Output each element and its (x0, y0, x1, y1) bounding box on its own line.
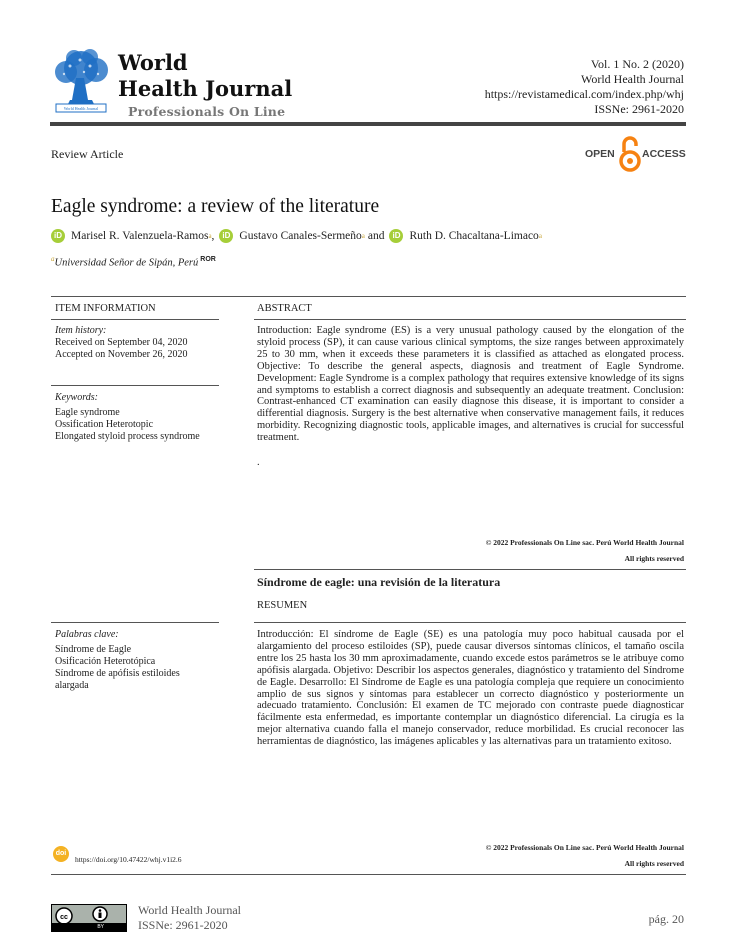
author-list (51, 229, 542, 243)
palabra-clave: Síndrome de Eagle (55, 644, 132, 655)
resumen-top-divider (254, 569, 686, 570)
author-name: Gustavo Canales-Sermeño (239, 230, 362, 242)
palabras-clave-label: Palabras clave: (55, 629, 119, 640)
journal-name (118, 50, 292, 102)
affiliation-text: Universidad Señor de Sipán, Perú (54, 257, 199, 269)
keyword: Ossification Heterotopic (55, 419, 154, 430)
item-info-divider (51, 319, 219, 320)
rights-text: All rights reserved (624, 554, 684, 563)
copyright-text: © 2022 Professionals On Line sac. Perú World Health Journal (485, 843, 684, 852)
rights-text: All rights reserved (624, 859, 684, 868)
footer-journal-info (138, 903, 241, 933)
palabras-divider (51, 622, 219, 623)
ror-icon[interactable]: ROR (200, 256, 216, 263)
resumen-text: Introducción: El síndrome de Eagle (SE) es una patología muy poco habitual causada por el alargamiento del proceso estiloides (SP), puede causar diversos síntomas clínicos, el tamaño oscila entre los 25 hasta los 30 mm aproximadamente, cuando excede estos parámetros se le atribuye como apófisis alargada. Objetivo: Describir los aspectos generales, diagnóstico y tratamiento del Síndrome de Eagle. Desarrollo: El Síndrome de Eagle es una patología compleja que requiere un conocimiento amplio de sus signos y síntomas para establecer un correcto diagnóstico y posteriormente un adecuado tratamiento. Conclusión: El examen de TC mejorado con contraste puede diagnosticar fácilmente esta enfermedad, es importante contemplar un diagnóstico diferencial. La cirugía es la mejor alternativa cuando falla el manejo conservador, reduce morbilidad. Es crucial reconocer las herramientas de diagnóstico, las imágenes aplicables y las alternativas para un tratamiento exitoso. (257, 629, 684, 748)
by-label: BY (52, 923, 126, 931)
journal-meta (485, 57, 684, 117)
journal-subtitle: Professionals On Line (128, 104, 286, 119)
orcid-icon[interactable]: iD (389, 229, 403, 243)
keyword: Eagle syndrome (55, 407, 120, 418)
orcid-icon[interactable]: iD (51, 229, 65, 243)
header-divider (50, 122, 686, 126)
resumen-divider (254, 622, 686, 623)
author-separator: and (367, 230, 385, 242)
abstract-copyright (486, 535, 684, 567)
author-name: Marisel R. Valenzuela-Ramos (71, 230, 209, 242)
author-affiliation-mark: a (361, 232, 365, 240)
palabra-clave: Osificación Heterotópica (55, 656, 156, 667)
footer-divider (51, 874, 686, 875)
page-number: pág. 20 (648, 912, 684, 926)
logo-banner-text: World Health Journal (63, 106, 99, 111)
open-access-right-text: ACCESS (642, 148, 686, 160)
journal-url[interactable]: https://revistamedical.com/index.php/whj (484, 87, 684, 101)
journal-name-line2: Health Journal (118, 76, 293, 101)
keywords-label: Keywords: (55, 392, 98, 403)
journal-name-line1: World (118, 50, 188, 75)
author-affiliation-mark: a (538, 232, 542, 240)
abstract-heading: ABSTRACT (257, 303, 312, 314)
keywords-block (55, 392, 200, 443)
article-type: Review Article (51, 147, 124, 161)
item-information-heading: ITEM INFORMATION (55, 303, 156, 314)
palabras-clave-block (55, 629, 215, 692)
open-access-left-text: OPEN (585, 148, 615, 160)
footer-journal-name: World Health Journal (138, 903, 242, 917)
received-date: Received on September 04, 2020 (55, 337, 188, 348)
open-lock-icon (619, 134, 641, 174)
cc-icon-text: cc (60, 914, 68, 921)
attribution-person-icon (92, 906, 108, 922)
resumen-copyright (486, 840, 684, 872)
affiliation-mark: a (51, 255, 55, 263)
doi-icon[interactable]: doi (53, 846, 69, 862)
item-history-label: Item history: (55, 325, 107, 336)
item-history (55, 325, 187, 361)
footer-issn: ISSNe: 2961-2020 (138, 918, 228, 932)
abstract-text: Introduction: Eagle syndrome (ES) is a very unusual pathology caused by the elongation of the styloid process (SP), it can cause various clinical symptoms, the size ranges between approximately 25 to 30 mm, when it exceeds these parameters it is classified as attached as elongated process. Objective: To describe the general aspects, diagnosis and treatment of Eagle Syndrome. Development: Eagle Syndrome is a complex pathology that requires extensive knowledge of its signs and symptoms to establish a correct diagnosis and subsequently an adequate treatment. Conclusion: Contrast-enhanced CT examination can easily diagnose this disease, it is important to consider a differential diagnosis. Surgery is the best alternative when conservative management fails, it reduces morbidity. Recognizing diagnostic tools, applicable images, and alternatives is crucial for successful treatment. (257, 325, 684, 444)
open-access-logo (585, 134, 687, 174)
affiliation (51, 255, 216, 269)
orcid-icon[interactable]: iD (219, 229, 233, 243)
palabra-clave: Síndrome de apófisis estiloides alargada (55, 668, 180, 691)
article-title: Eagle syndrome: a review of the literature (51, 196, 380, 217)
abstract-trailing-dot: . (257, 457, 260, 468)
resumen-heading: RESUMEN (257, 600, 308, 611)
accepted-date: Accepted on November 26, 2020 (55, 349, 188, 360)
cc-by-license-badge[interactable] (51, 904, 127, 932)
keyword: Elongated styloid process syndrome (55, 431, 200, 442)
journal-title: World Health Journal (580, 72, 684, 86)
section-divider (51, 296, 686, 297)
author-name: Ruth D. Chacaltana-Limaco (409, 230, 539, 242)
doi-link[interactable]: https://doi.org/10.47422/whj.v1i2.6 (75, 855, 182, 864)
spanish-title: Síndrome de eagle: una revisión de la literatura (257, 575, 501, 589)
journal-issn: ISSNe: 2961-2020 (594, 102, 684, 116)
abstract-divider (254, 319, 686, 320)
copyright-text: © 2022 Professionals On Line sac. Perú World Health Journal (485, 538, 684, 547)
volume-info: Vol. 1 No. 2 (2020) (590, 57, 684, 71)
keywords-divider (51, 385, 219, 386)
author-separator: , (211, 230, 215, 242)
author-affiliation-mark: a (208, 232, 212, 240)
journal-logo-tree-icon (50, 48, 112, 114)
